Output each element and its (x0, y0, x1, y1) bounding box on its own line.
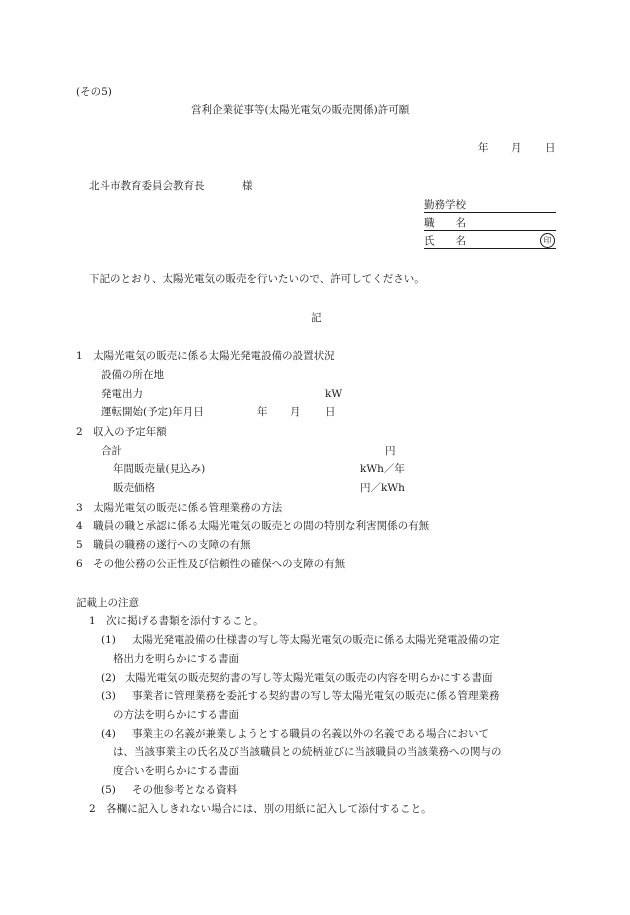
total-unit: 円 (385, 445, 396, 457)
output-label: 発電出力 (101, 388, 143, 400)
addressee-name: 北斗市教育委員会教育長 (89, 180, 205, 192)
subnote-1-line1: 太陽光発電設備の仕様書の写し等太陽光電気の販売に係る太陽光発電設備の定 (132, 634, 500, 646)
name-field (424, 235, 556, 249)
item-4: 4 職員の職と承認に係る太陽光電気の販売との間の特別な利害関係の有無 (76, 520, 430, 532)
item-6: 6 その他公務の公正性及び信頼性の確保への支障の有無 (76, 558, 346, 570)
school-label: 勤務学校 (424, 199, 466, 211)
subnote-3-number: (3) (101, 690, 116, 702)
subnote-4-line3: 度合いを明らかにする書面 (113, 765, 239, 777)
total-label: 合計 (101, 445, 122, 457)
position-field (424, 217, 556, 231)
item-5: 5 職員の職務の遂行への支障の有無 (76, 539, 251, 551)
item-3: 3 太陽光電気の販売に係る管理業務の方法 (76, 502, 283, 514)
subnote-4-line2: は、当該事業主の氏名及び当該職員との続柄並びに当該職員の当該業務への関与の (113, 746, 502, 758)
subnote-1-line2: 格出力を明らかにする書面 (113, 653, 239, 665)
start-year-label: 年 (257, 406, 268, 418)
output-unit: kW (325, 388, 343, 400)
start-date-label: 運転開始(予定)年月日 (101, 406, 204, 418)
intro-text: 下記のとおり、太陽光電気の販売を行いたいので、許可してください。 (89, 273, 425, 285)
school-field (424, 199, 556, 213)
note-2: 2 各欄に記入しきれない場合には、別の用紙に記入して添付すること。 (89, 803, 432, 815)
subnote-3-line1: 事業者に管理業務を委託する契約書の写し等太陽光電気の販売に係る管理業務 (132, 690, 500, 702)
subnote-3-line2: の方法を明らかにする書面 (113, 709, 239, 721)
date-month-label: 月 (511, 142, 522, 154)
price-label: 販売価格 (113, 482, 155, 494)
name-label: 氏 名 (424, 235, 466, 247)
date-day-label: 日 (545, 142, 556, 154)
subnote-5-line1: その他参考となる資料 (132, 784, 237, 796)
notes-heading: 記載上の注意 (76, 597, 139, 609)
document-title: 営利企業従事等(太陽光電気の販売関係)許可願 (191, 104, 410, 116)
position-label: 職 名 (424, 217, 466, 229)
volume-label: 年間販売量(見込み) (113, 463, 206, 475)
ki-heading: 記 (311, 312, 322, 324)
price-unit: 円／kWh (360, 482, 405, 494)
note-1: 1 次に掲げる書類を添付すること。 (89, 615, 264, 627)
seal-mark: 印 (540, 233, 555, 248)
date-year-label: 年 (478, 142, 489, 154)
section1-heading: 1 太陽光電気の販売に係る太陽光発電設備の設置状況 (76, 350, 335, 362)
subnote-1-number: (1) (101, 634, 116, 646)
form-number: (その5) (76, 86, 112, 98)
volume-unit: kWh／年 (360, 463, 405, 475)
subnote-4-line1: 事業主の名義が兼業しようとする職員の名義以外の名義である場合において (132, 728, 489, 740)
section2-heading: 2 収入の予定年額 (76, 426, 167, 438)
subnote-2-line1: 太陽光電気の販売契約書の写し等太陽光電気の販売の内容を明らかにする書面 (125, 672, 493, 684)
start-month-label: 月 (290, 406, 301, 418)
location-label: 設備の所在地 (101, 369, 164, 381)
addressee-honorific: 様 (242, 180, 253, 192)
subnote-2-number: (2) (101, 672, 116, 684)
start-day-label: 日 (325, 406, 336, 418)
subnote-5-number: (5) (101, 784, 116, 796)
subnote-4-number: (4) (101, 728, 116, 740)
